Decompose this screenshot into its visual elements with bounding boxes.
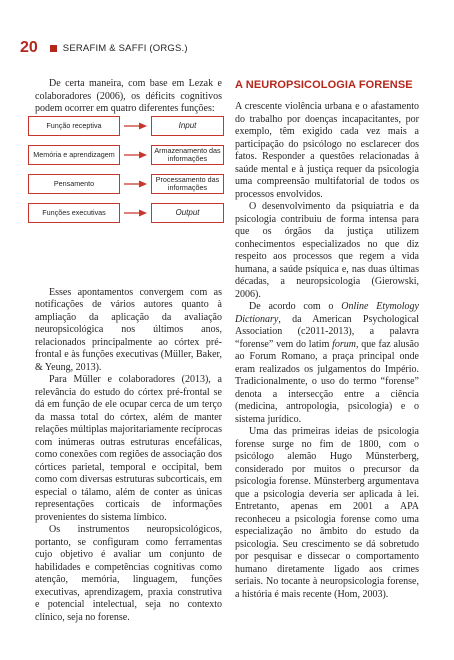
page-header — [20, 38, 188, 58]
text-run: , que faz alusão ao Forum Romano, a praça principal onde eram realizados os julgamentos do Império. Tradicionalmente, o uso do termo “forense” denota a intersecção entre a ciência (medicina, antropologia, psicologia) e o sistema jurídico. — [235, 338, 420, 425]
body-paragraph: O desenvolvimento da psiquiatria e da psicologia contribuiu de forma intensa para que os órgãos da justiça utilizem conhecimentos especializados no que diz respeito aos processos que regem a vida humana, a saúde psíquica e, nas duas últimas décadas, a neuropsicologia (Gierowski, 2006). — [235, 201, 419, 300]
page-number: 20 — [20, 39, 38, 56]
diagram-function-box: Pensamento — [28, 174, 120, 194]
body-paragraph: Uma das primeiras ideias de psicologia forense surge no fim de 1800, com o psicólogo alemão Hugo Münsterberg, considerado por muitos o precursor da psicologia forense. Münsterberg argumentava que a psicologia deveria ser aplicada à lei. Entretanto, apenas em 2001 a APA reconheceu a psicologia forense como uma especialização no âmbito do estudo da psicologia. Seu crescimento se dá sobretudo por pesquisar e dissecar o comportamento humano diretamente ligado aos crimes seriais. No tocante à neuropsicologia forense, a história é mais recente (Hom, 2003). — [235, 426, 419, 600]
cognitive-functions-diagram — [28, 116, 224, 226]
right-arrow-icon — [124, 122, 147, 130]
right-arrow-icon — [124, 151, 147, 159]
latin-term: forum — [332, 338, 357, 350]
running-title: SERAFIM & SAFFI (ORGS.) — [62, 42, 188, 54]
citation-title: Online Etymology Dictionary — [235, 301, 419, 325]
body-paragraph: Os instrumentos neuropsicológicos, portanto, se configuram como ferramentas cujo objetivo é avaliar um conjunto de habilidades e competências cognitivas como atenção, memória, linguagem, funções executivas, aprendizagem, praxia construtiva e potencial intelectual, seja no contexto clínico, seja no forense. — [35, 524, 222, 623]
body-paragraph — [235, 301, 419, 426]
diagram-function-box: Funções executivas — [28, 203, 120, 223]
body-paragraph: Para Müller e colaboradores (2013), a relevância do estudo do córtex pré-frontal se dá em função de ele ocupar cerca de um terço da massa total do córtex, além de manter relações múltiplas majoritariamente recíprocas com inúmeras outras estruturas encefálicas, como conexões com regiões de associação dos córtices parietal, temporal e occipital, bem como com diversas estruturas subcorticais, em especial o tálamo, além de conter as únicas representações corticais de informações provenientes do sistema límbico. — [35, 374, 222, 523]
right-arrow-icon — [124, 180, 147, 188]
body-paragraph: A crescente violência urbana e o afastamento do trabalho por doenças incapacitantes, por exemplo, têm exigido cada vez mais a participação do psicólogo no esclarecer dos fatos. Responder a questões relacionadas à saúde mental e à justiça requer da psicologia uma compreensão multifatorial de todos os processos envolvidos. — [235, 101, 419, 200]
diagram-stage-box: Output — [151, 203, 224, 223]
text-run: , da American Psychological Association (c2011-2013), a palavra “forense” vem do latim — [235, 313, 419, 350]
diagram-stage-box: Processamento das informações — [151, 174, 224, 194]
header-square-icon — [50, 45, 57, 52]
text-run: De acordo com o — [249, 301, 342, 312]
diagram-stage-box: Armazenamento das informações — [151, 145, 224, 165]
section-title: A NEUROPSICOLOGIA FORENSE — [235, 79, 413, 91]
right-column — [235, 78, 419, 601]
diagram-function-box: Função receptiva — [28, 116, 120, 136]
diagram-stage-box: Input — [151, 116, 224, 136]
right-arrow-icon — [124, 209, 147, 217]
diagram-function-box: Memória e aprendizagem — [28, 145, 120, 165]
intro-paragraph: De certa maneira, com base em Lezak e colaboradores (2006), os déficits cognitivos podem ocorrer em quatro diferentes funções: — [35, 78, 222, 114]
body-paragraph: Esses apontamentos convergem com as notificações de vários autores quanto à ampliação da aplicação da avaliação neuropsicológica nos últimos anos, relacionados principalmente ao córtex pré-frontal e às funções executivas (Müller, Baker, & Yeung, 2013). — [35, 286, 222, 373]
